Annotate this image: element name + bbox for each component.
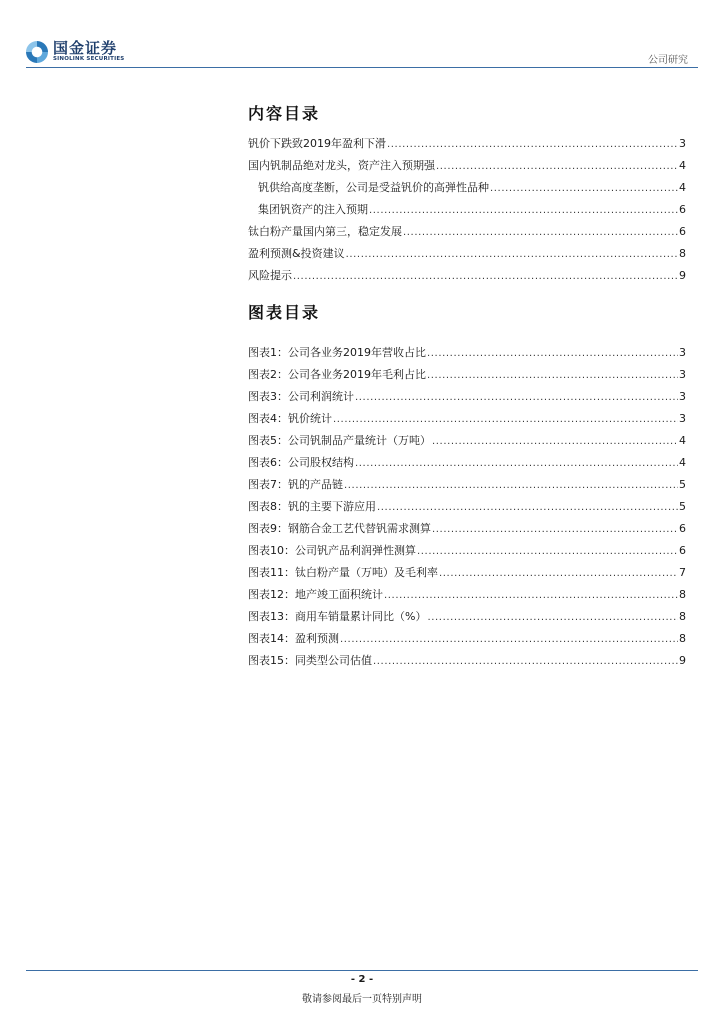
company-logo	[26, 40, 124, 63]
logo-icon	[26, 41, 48, 63]
figure-entry-page: 3	[679, 390, 686, 403]
toc-entry-text: 钒供给高度垄断，公司是受益钒价的高弹性品种	[258, 181, 489, 194]
dot-leader	[436, 156, 678, 178]
figure-entry-page: 4	[679, 434, 686, 447]
figure-entry-text: 图表5：公司钒制品产量统计（万吨）	[248, 434, 431, 447]
figure-entry[interactable]	[248, 650, 686, 672]
figure-entry-text: 图表2：公司各业务2019年毛利占比	[248, 368, 426, 381]
dot-leader	[417, 541, 678, 563]
dot-leader	[427, 365, 678, 387]
figure-entry-text: 图表3：公司利润统计	[248, 390, 354, 403]
figure-entry-text: 图表1：公司各业务2019年营收占比	[248, 346, 426, 359]
figure-entry[interactable]	[248, 474, 686, 496]
figures-section	[248, 302, 686, 672]
figure-entry[interactable]	[248, 584, 686, 606]
toc-entry-text: 国内钒制品绝对龙头，资产注入预期强	[248, 159, 435, 172]
figure-entry[interactable]	[248, 628, 686, 650]
figure-entry[interactable]	[248, 518, 686, 540]
toc-entry-text: 集团钒资产的注入预期	[258, 203, 368, 216]
toc-entry[interactable]	[248, 177, 686, 199]
dot-leader	[490, 178, 678, 200]
figure-entry[interactable]	[248, 496, 686, 518]
figure-entry-text: 图表4：钒价统计	[248, 412, 332, 425]
logo-english-name: SINOLINK SECURITIES	[53, 56, 125, 62]
figure-entry-page: 8	[679, 588, 686, 601]
figure-entry-text: 图表6：公司股权结构	[248, 456, 354, 469]
dot-leader	[346, 244, 678, 266]
figure-entry[interactable]	[248, 342, 686, 364]
figure-entry[interactable]	[248, 386, 686, 408]
figure-entry-page: 6	[679, 522, 686, 535]
toc-entry-page: 8	[679, 247, 686, 260]
figure-entry-page: 6	[679, 544, 686, 557]
report-type: 公司研究	[648, 55, 688, 66]
figure-entry-page: 8	[679, 632, 686, 645]
toc-entry-page: 4	[679, 159, 686, 172]
dot-leader	[403, 222, 678, 244]
toc-entry-text: 钛白粉产量国内第三，稳定发展	[248, 225, 402, 238]
figure-entry-text: 图表9：钢筋合金工艺代替钒需求测算	[248, 522, 431, 535]
page-number: - 2 -	[350, 974, 374, 985]
figure-entry-page: 4	[679, 456, 686, 469]
figure-entry-text: 图表11：钛白粉产量（万吨）及毛利率	[248, 566, 438, 579]
figure-entry[interactable]	[248, 540, 686, 562]
figure-entry-text: 图表15：同类型公司估值	[248, 654, 372, 667]
dot-leader	[427, 343, 678, 365]
dot-leader	[333, 409, 678, 431]
logo-chinese-name: 国金证券	[53, 39, 118, 57]
figure-entry[interactable]	[248, 452, 686, 474]
toc-entry-text: 风险提示	[248, 269, 292, 282]
figure-entry-page: 8	[679, 610, 686, 623]
dot-leader	[369, 200, 678, 222]
toc-entry-page: 4	[679, 181, 686, 194]
toc-entry[interactable]	[248, 265, 686, 287]
figure-entry-page: 3	[679, 346, 686, 359]
figure-entry-text: 图表8：钒的主要下游应用	[248, 500, 376, 513]
figure-entry[interactable]	[248, 430, 686, 452]
figure-entry-page: 5	[679, 500, 686, 513]
dot-leader	[384, 585, 678, 607]
toc-entry-page: 6	[679, 203, 686, 216]
page-header	[0, 0, 724, 72]
toc-entry-page: 6	[679, 225, 686, 238]
figure-entry-page: 3	[679, 412, 686, 425]
dot-leader	[373, 651, 678, 673]
figure-entry[interactable]	[248, 364, 686, 386]
dot-leader	[293, 266, 678, 288]
figure-entry-text: 图表13：商用车销量累计同比（%）	[248, 610, 427, 623]
toc-entry[interactable]	[248, 155, 686, 177]
toc-entry-text: 钒价下跌致2019年盈利下滑	[248, 137, 386, 150]
dot-leader	[439, 563, 678, 585]
dot-leader	[355, 387, 678, 409]
contents-section	[248, 103, 686, 287]
figure-entry-text: 图表12：地产竣工面积统计	[248, 588, 383, 601]
dot-leader	[387, 134, 678, 156]
toc-entry[interactable]	[248, 243, 686, 265]
toc-entry[interactable]	[248, 221, 686, 243]
figure-entry-text: 图表14：盈利预测	[248, 632, 339, 645]
figure-entry-page: 3	[679, 368, 686, 381]
dot-leader	[355, 453, 678, 475]
figures-title: 图表目录	[248, 303, 321, 322]
dot-leader	[432, 519, 678, 541]
toc-entry-page: 3	[679, 137, 686, 150]
dot-leader	[340, 629, 678, 651]
footer-divider	[26, 970, 698, 971]
figure-entry-page: 5	[679, 478, 686, 491]
toc-entry-text: 盈利预测&投资建议	[248, 247, 345, 260]
figure-entry-text: 图表10：公司钒产品利润弹性测算	[248, 544, 416, 557]
toc-entry-page: 9	[679, 269, 686, 282]
figures-list	[248, 342, 686, 672]
figure-entry-page: 7	[679, 566, 686, 579]
figure-entry[interactable]	[248, 408, 686, 430]
toc-entry[interactable]	[248, 133, 686, 155]
contents-title: 内容目录	[248, 104, 321, 123]
dot-leader	[377, 497, 678, 519]
figure-entry[interactable]	[248, 562, 686, 584]
contents-list	[248, 133, 686, 287]
dot-leader	[432, 431, 678, 453]
figure-entry-text: 图表7：钒的产品链	[248, 478, 343, 491]
header-divider	[26, 67, 698, 68]
figure-entry-page: 9	[679, 654, 686, 667]
dot-leader	[427, 607, 678, 629]
figure-entry[interactable]	[248, 606, 686, 628]
footer-disclaimer: 敬请参阅最后一页特别声明	[302, 994, 422, 1005]
dot-leader	[344, 475, 678, 497]
toc-entry[interactable]	[248, 199, 686, 221]
